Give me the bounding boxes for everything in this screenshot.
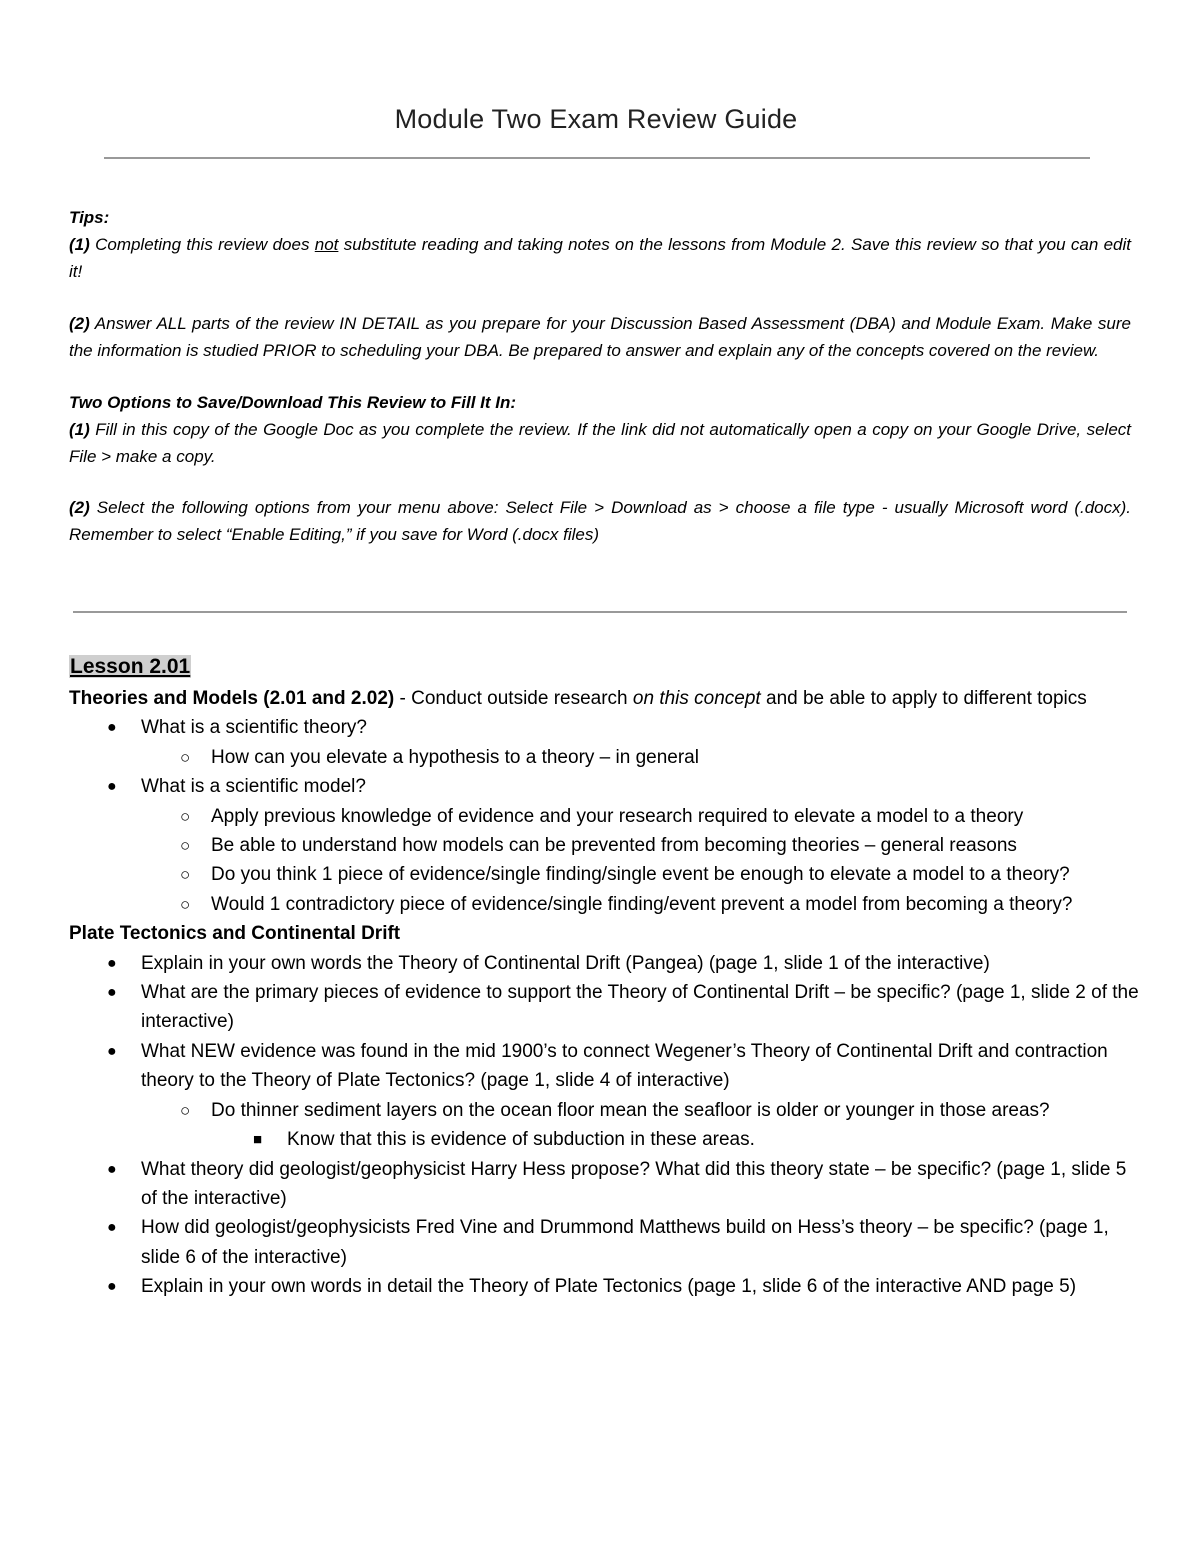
- circle-bullet-icon: ○: [180, 836, 191, 856]
- plate-tectonics-list: [69, 949, 1144, 1302]
- list-item: ● What theory did geologist/geophysicist Harry Hess propose? What did this theory state – be specific? (page 1, slide 5 of the interactive): [69, 1155, 1144, 1214]
- square-bullet-icon: ■: [253, 1131, 263, 1149]
- list-item: ○ How can you elevate a hypothesis to a theory – in general: [141, 743, 1144, 772]
- bullet-icon: ●: [107, 984, 117, 1002]
- bullet-icon: ●: [107, 954, 117, 972]
- bullet-icon: ●: [107, 719, 117, 737]
- bullet-icon: ●: [107, 1042, 117, 1060]
- list-item: ● Explain in your own words the Theory of Continental Drift (Pangea) (page 1, slide 1 of the interactive): [69, 949, 1144, 978]
- bullet-icon: ●: [107, 1160, 117, 1178]
- circle-bullet-icon: ○: [180, 806, 191, 826]
- list-item: ○ Be able to understand how models can be prevented from becoming theories – general reasons: [141, 831, 1144, 860]
- list-item: ● What NEW evidence was found in the mid 1900’s to connect Wegener’s Theory of Continental Drift and contraction theory to the Theory of Plate Tectonics? (page 1, slide 4 of interactive) ○ Do thinner sediment layers on the ocean floor mean the seafloor is older or younger in those areas? ■ Know that this is evidence of subduction in these areas.: [69, 1037, 1144, 1155]
- list-item: ○ Would 1 contradictory piece of evidence/single finding/event prevent a model from becoming a theory?: [141, 890, 1144, 919]
- section-theories-models: Theories and Models (2.01 and 2.02) - Conduct outside research on this concept and be able to apply to different topics: [69, 688, 1087, 709]
- list-item: ● What are the primary pieces of evidence to support the Theory of Continental Drift – be specific? (page 1, slide 2 of the interactive): [69, 978, 1144, 1037]
- list-item: ● What is a scientific model? ○ Apply previous knowledge of evidence and your research required to elevate a model to a theory ○ Be able to understand how models can be prevented from becoming theories – general reasons ○ Do you think 1 piece of evidence/single finding/single event be enough to elevate a model to a theory? ○ Would 1 contradictory piece of evidence/single finding/event prevent a model from becoming a theory?: [69, 772, 1144, 919]
- list-item: ● How did geologist/geophysicists Fred Vine and Drummond Matthews build on Hess’s theory – be specific? (page 1, slide 6 of the interactive): [69, 1213, 1144, 1272]
- horizontal-rule: [73, 611, 1127, 613]
- lesson-heading: Lesson 2.01: [70, 655, 191, 678]
- bullet-icon: ●: [107, 1219, 117, 1237]
- circle-bullet-icon: ○: [180, 865, 191, 885]
- list-item: ○ Apply previous knowledge of evidence and your research required to elevate a model to a theory: [141, 802, 1144, 831]
- list-item: ○ Do you think 1 piece of evidence/single finding/single event be enough to elevate a model to a theory?: [141, 860, 1144, 889]
- option-1: (1) Fill in this copy of the Google Doc as you complete the review. If the link did not automatically open a copy on your Google Drive, select File > make a copy.: [69, 420, 1131, 466]
- circle-bullet-icon: ○: [180, 894, 191, 914]
- bullet-icon: ●: [107, 1278, 117, 1296]
- theories-list: [69, 713, 1144, 919]
- tips-heading: Tips:: [69, 208, 110, 227]
- list-item: ● Explain in your own words in detail the Theory of Plate Tectonics (page 1, slide 6 of the interactive AND page 5): [69, 1272, 1144, 1301]
- bullet-icon: ●: [107, 778, 117, 796]
- tip-2: (2) Answer ALL parts of the review IN DETAIL as you prepare for your Discussion Based Assessment (DBA) and Module Exam. Make sure the information is studied PRIOR to scheduling your DBA. Be prepared to answer and explain any of the concepts covered on the review.: [69, 314, 1131, 360]
- list-item: ○ Do thinner sediment layers on the ocean floor mean the seafloor is older or younger in those areas? ■ Know that this is evidence of subduction in these areas.: [141, 1096, 1144, 1155]
- tips-section: [69, 204, 1131, 548]
- horizontal-rule: [104, 157, 1090, 159]
- options-heading: Two Options to Save/Download This Review to Fill It In:: [69, 393, 517, 412]
- list-item: ● What is a scientific theory? ○ How can you elevate a hypothesis to a theory – in general: [69, 713, 1144, 772]
- list-item: ■ Know that this is evidence of subduction in these areas.: [211, 1125, 1144, 1154]
- circle-bullet-icon: ○: [180, 1100, 191, 1120]
- circle-bullet-icon: ○: [180, 747, 191, 767]
- section-plate-tectonics: Plate Tectonics and Continental Drift: [69, 923, 401, 945]
- tip-1: (1) Completing this review does not substitute reading and taking notes on the lessons from Module 2. Save this review so that you can edit it!: [69, 235, 1131, 281]
- document-title: Module Two Exam Review Guide: [394, 104, 798, 134]
- option-2: (2) Select the following options from your menu above: Select File > Download as > choose a file type - usually Microsoft word (.docx). Remember to select “Enable Editing,” if you save for Word (.docx files): [69, 498, 1131, 544]
- lesson-section: [69, 650, 1144, 1302]
